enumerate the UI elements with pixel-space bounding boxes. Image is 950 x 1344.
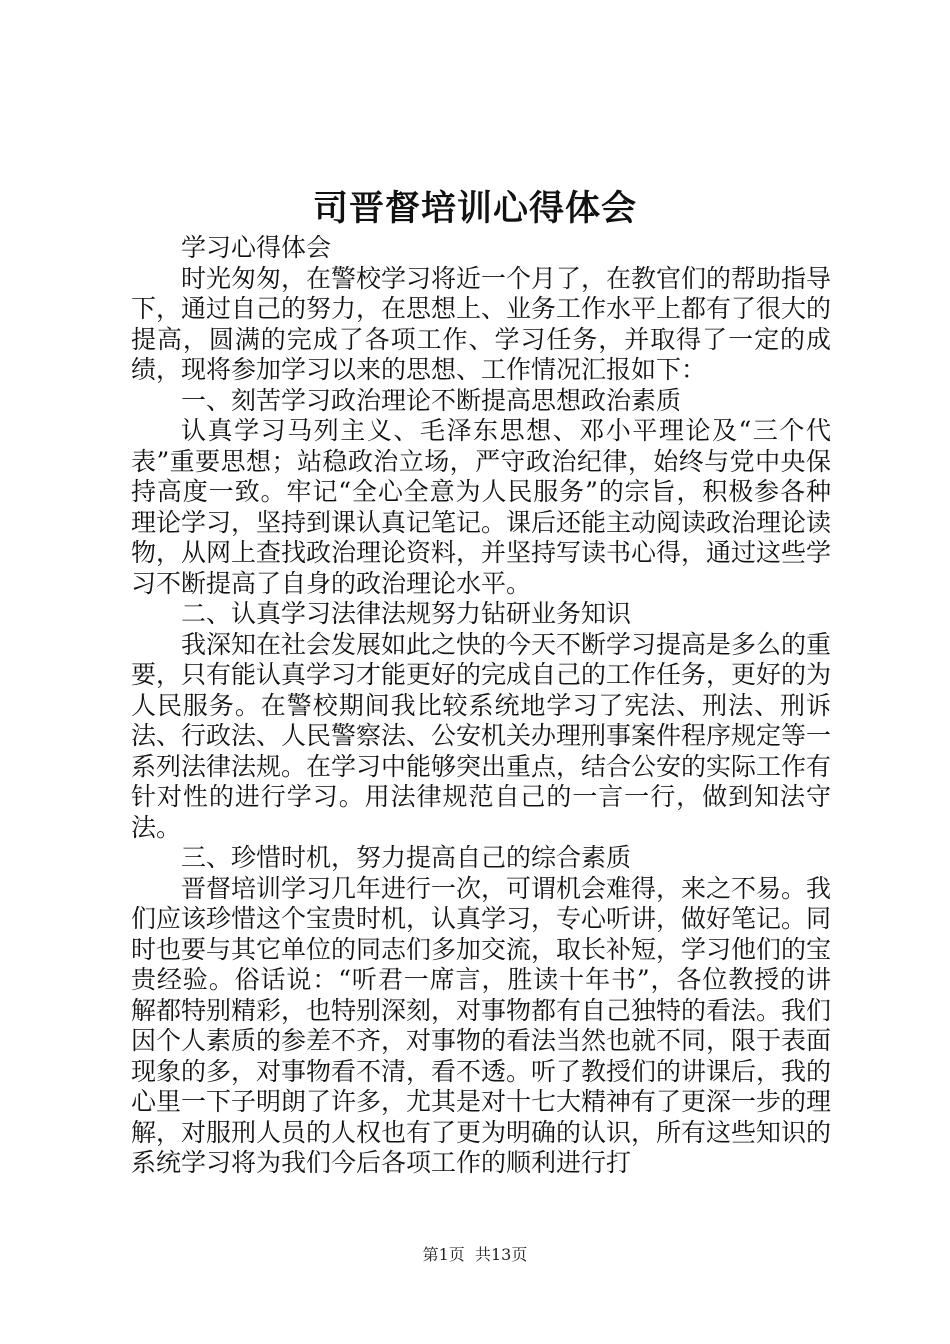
section-heading-3: 三、珍惜时机，努力提高自己的综合素质 — [181, 843, 632, 872]
paragraph-section-3: 晋督培训学习几年进行一次，可谓机会难得，来之不易。我们应该珍惜这个宝贵时机，认真学习，专心听讲，做好笔记。同时也要与其它单位的同志们多加交流，取长补短，学习他们的宝贵经验。俗话说：“听君一席言，胜读十年书”，各位教授的讲解都特别精彩，也特别深刻，对事物都有自己独特的看法。我们因个人素质的参差不齐，对事物的看法当然也就不同，限于表面现象的多，对事物看不清，看不透。听了教授们的讲课后，我的心里一下子明朗了许多，尤其是对十七大精神有了更深一步的理解，对服刑人员的人权也有了更为明确的认识，所有这些知识的系统学习将为我们今后各项工作的顺利进行打 — [131, 873, 832, 1177]
page-total: 共13页 — [474, 1245, 528, 1264]
section-heading-1: 一、刻苦学习政治理论不断提高思想政治素质 — [181, 385, 682, 415]
paragraph-intro: 时光匆匆，在警校学习将近一个月了，在教官们的帮助指导下，通过自己的努力，在思想上、业务工作水平上都有了很大的提高，圆满的完成了各项工作、学习任务，并取得了一定的成绩，现将参加学习以来的思想、工作情况汇报如下： — [131, 263, 832, 384]
document-body — [131, 233, 831, 1179]
paragraph-subtitle: 学习心得体会 — [181, 233, 332, 262]
paragraph-section-2: 我深知在社会发展如此之快的今天不断学习提高是多么的重要，只有能认真学习才能更好的完成自己的工作任务，更好的为人民服务。在警校期间我比较系统地学习了宪法、刑法、刑诉法、行政法、人民警察法、公安机关办理刑事案件程序规定等一系列法律法规。在学习中能够突出重点，结合公安的实际工作有针对性的进行学习。用法律规范自己的一言一行，做到知法守法。 — [131, 629, 832, 842]
document-title: 司晋督培训心得体会 — [312, 188, 637, 229]
page-footer — [0, 1244, 950, 1266]
section-heading-2: 二、认真学习法律法规努力钻研业务知识 — [181, 599, 632, 628]
paragraph-section-1: 认真学习马列主义、毛泽东思想、邓小平理论及“三个代表”重要思想；站稳政治立场，严守政治纪律，始终与党中央保持高度一致。牢记“全心全意为人民服务”的宗旨，积极参各种理论学习，坚持到课认真记笔记。课后还能主动阅读政治理论读物，从网上查找政治理论资料，并坚持写读书心得，通过这些学习不断提高了自身的政治理论水平。 — [131, 416, 832, 598]
page-number: 第1页 — [422, 1245, 465, 1264]
